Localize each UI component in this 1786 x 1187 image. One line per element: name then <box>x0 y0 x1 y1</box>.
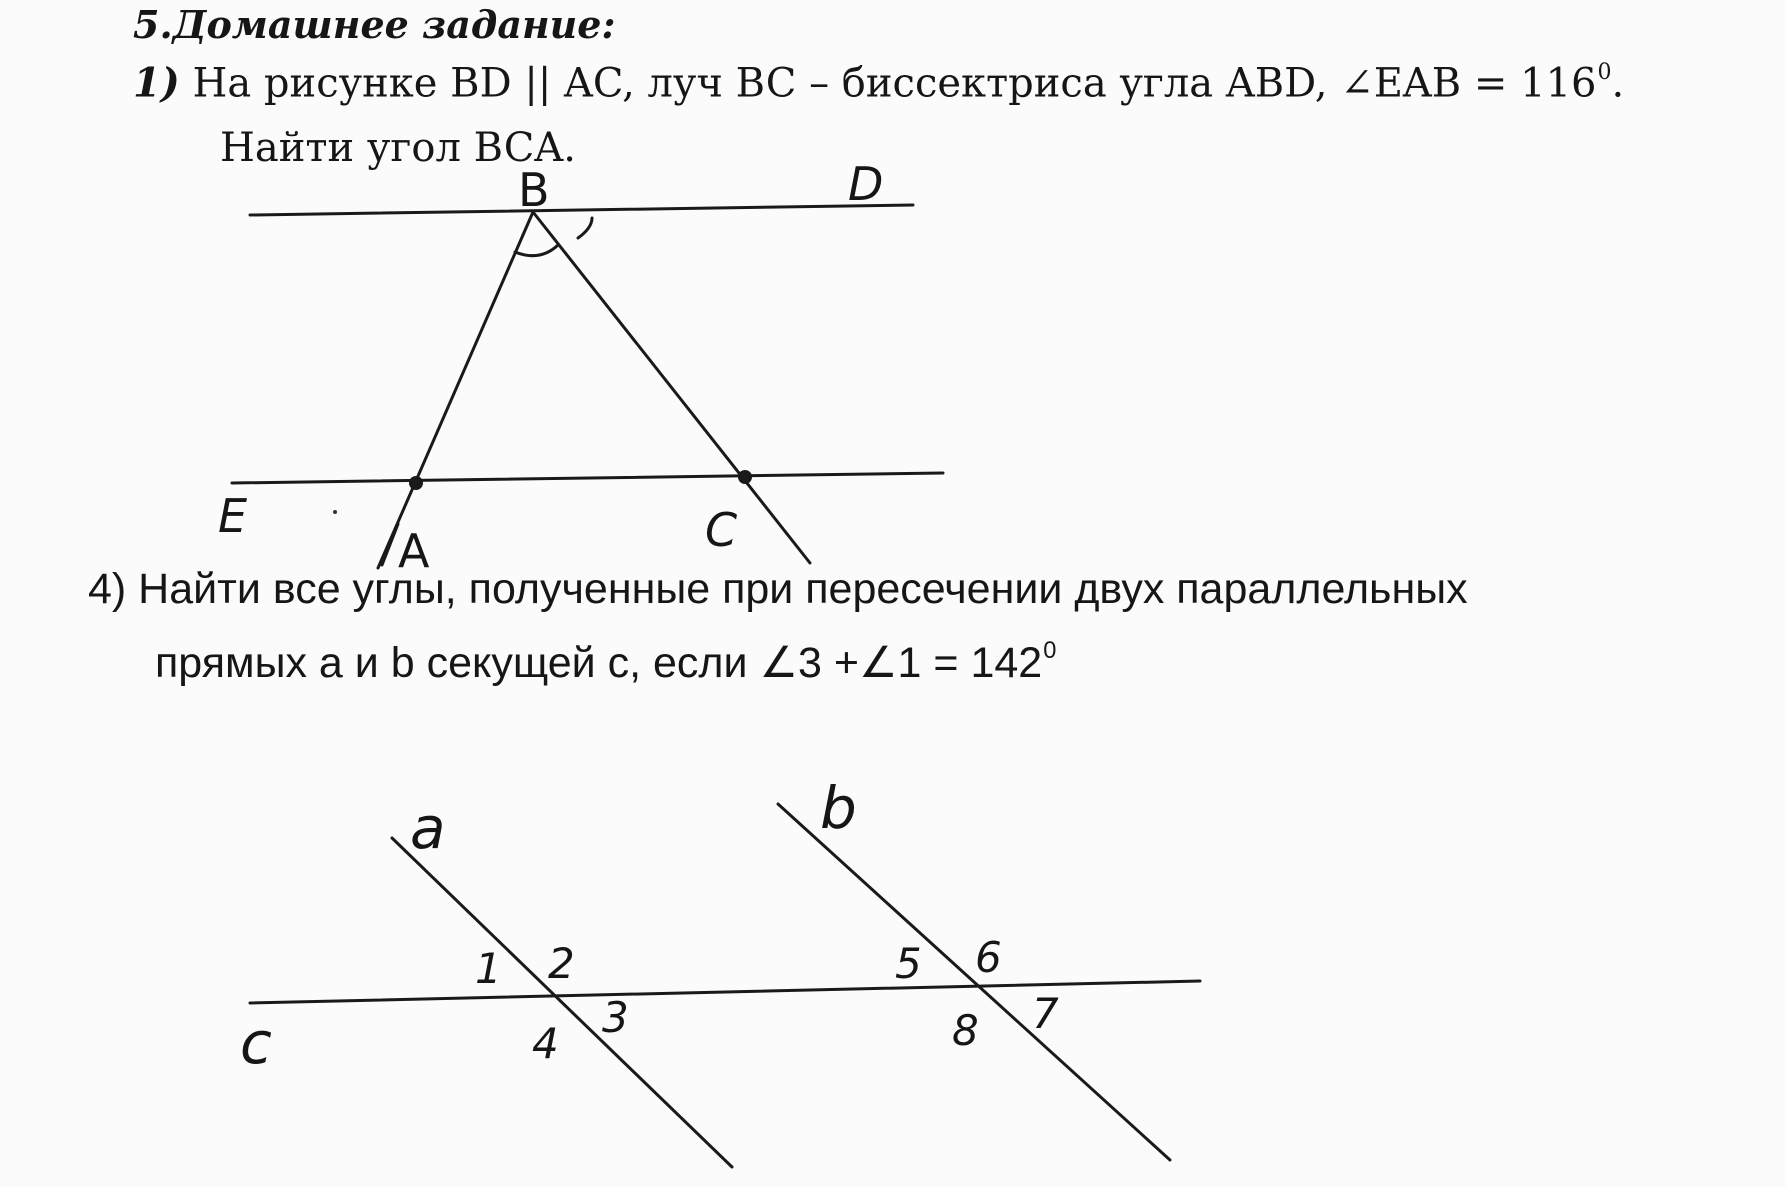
degree-mark: 0 <box>1597 60 1612 85</box>
angle-label-2: 2 <box>548 939 575 988</box>
line-a <box>392 838 732 1167</box>
angle-cbd-arc <box>578 218 592 238</box>
segment-a-tail <box>382 524 398 565</box>
label-a: A <box>398 524 430 578</box>
stray-dot <box>333 510 337 514</box>
angle-label-6: 6 <box>975 933 1002 982</box>
label-line-b: b <box>820 774 857 842</box>
angle-label-4: 4 <box>532 1019 559 1068</box>
point-c <box>738 470 752 484</box>
label-b: B <box>518 163 550 217</box>
label-d: D <box>848 157 884 211</box>
problem-1-text: На рисунке BD || AC, луч BC – биссектриса угла ABD, ∠EAB = 116 <box>192 60 1597 107</box>
angle-abd-arc <box>515 245 558 256</box>
label-line-a: a <box>410 794 446 862</box>
line-bd <box>250 205 913 215</box>
angle-label-7: 7 <box>1032 989 1059 1038</box>
angle-label-1: 1 <box>475 944 502 993</box>
angle-label-3: 3 <box>602 993 629 1042</box>
point-a <box>409 476 423 490</box>
label-c: C <box>705 503 738 557</box>
problem-4-statement: 4) Найти все углы, полученные при пересечении двух параллельных <box>88 565 1468 613</box>
label-line-c: c <box>240 1009 272 1077</box>
segment-ba <box>378 212 533 568</box>
problem-1-question: Найти угол BCA. <box>220 125 576 171</box>
label-e: E <box>218 489 248 543</box>
problem-1-period: . <box>1611 60 1625 107</box>
problem-1-number: 1) <box>133 59 180 107</box>
problem-4-condition-text: прямых a и b секущей c, если ∠3 +∠1 = 142 <box>155 638 1043 687</box>
figure-1 <box>232 205 943 568</box>
section-heading: 5.Домашнее задание: <box>133 2 616 47</box>
line-ea <box>232 473 943 483</box>
figure-2 <box>250 804 1200 1167</box>
degree-mark: 0 <box>1043 638 1057 664</box>
angle-label-8: 8 <box>952 1006 979 1055</box>
ray-bc <box>533 212 810 563</box>
angle-label-5: 5 <box>895 939 922 988</box>
